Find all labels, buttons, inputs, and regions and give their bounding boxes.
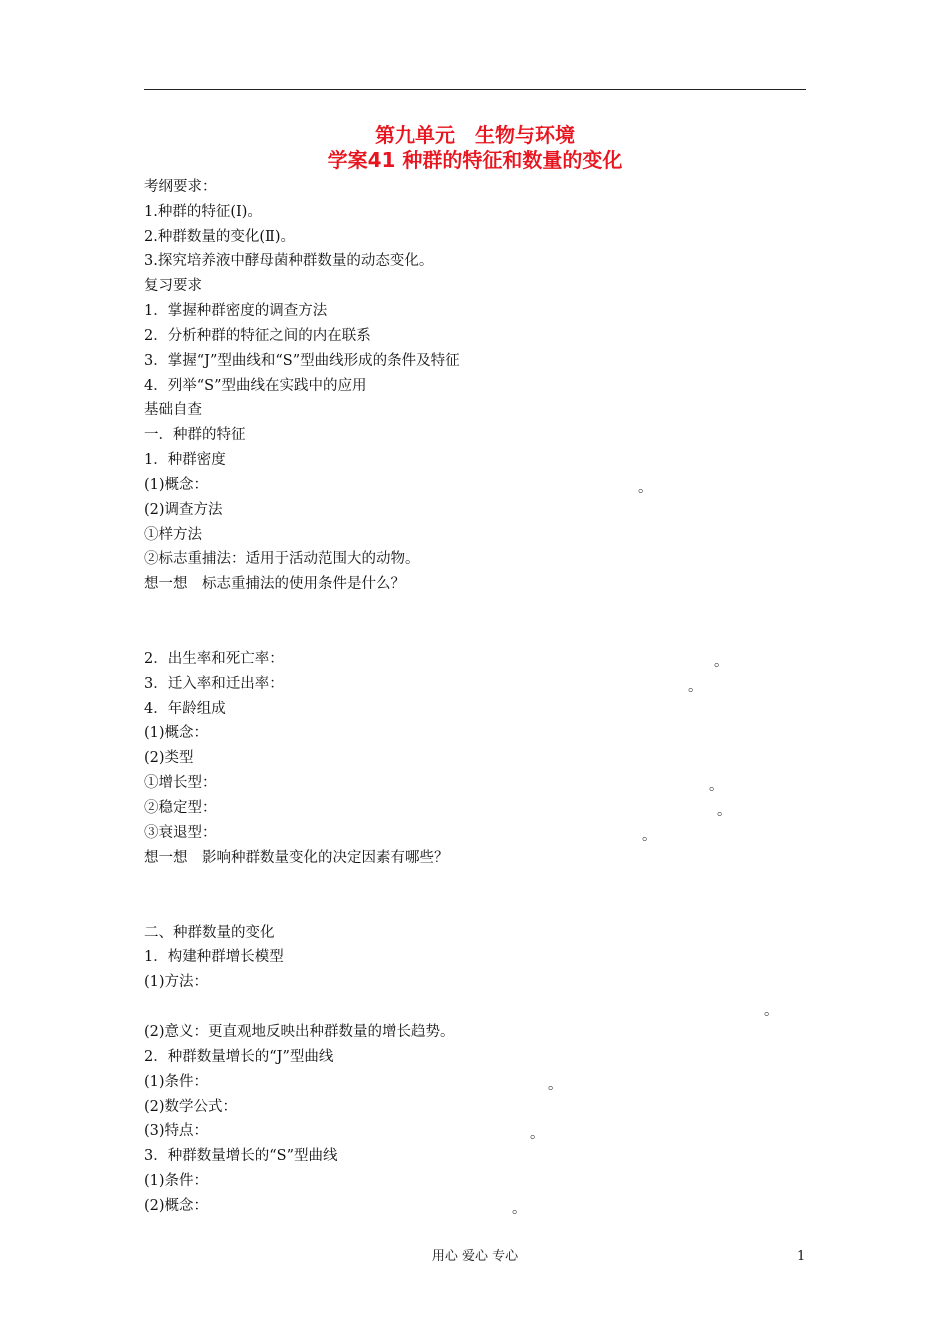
text-line: 1．种群密度 — [144, 452, 226, 468]
text-line: 一．种群的特征 — [144, 427, 246, 443]
blank-end-mark: 。 — [688, 679, 703, 695]
text-line: 想一想 影响种群数量变化的决定因素有哪些？ — [144, 850, 449, 866]
text-line: ②稳定型： — [144, 800, 217, 816]
blank-end-mark: 。 — [714, 654, 729, 670]
lesson-title: 学案41 种群的特征和数量的变化 — [327, 148, 623, 172]
text-line: 1.种群的特征(Ⅰ)。 — [144, 204, 262, 220]
text-line: (1)概念： — [144, 725, 209, 741]
blank-end-mark: 。 — [764, 1003, 779, 1019]
text-line: 4．年龄组成 — [144, 701, 226, 717]
blank-end-mark: 。 — [512, 1201, 527, 1217]
text-line: 2．分析种群的特征之间的内在联系 — [144, 328, 371, 344]
text-line: (1)条件： — [144, 1173, 209, 1189]
text-line: (2)意义：更直观地反映出种群数量的增长趋势。 — [144, 1024, 455, 1040]
text-line: 2．种群数量增长的“J”型曲线 — [144, 1049, 334, 1065]
blank-end-mark: 。 — [717, 803, 732, 819]
text-line: 想一想 标志重捕法的使用条件是什么？ — [144, 576, 405, 592]
header-rule — [144, 89, 806, 90]
page-footer: 用心 爱心 专心 — [431, 1249, 519, 1264]
text-line: 3．迁入率和迁出率： — [144, 676, 284, 692]
text-line: 基础自查 — [144, 402, 202, 418]
text-line: 2．出生率和死亡率： — [144, 651, 284, 667]
text-line: ③衰退型： — [144, 825, 217, 841]
text-line: (2)调查方法 — [144, 502, 223, 518]
page-number: 1 — [797, 1249, 806, 1264]
text-line: ①增长型： — [144, 775, 217, 791]
text-line: (3)特点： — [144, 1123, 209, 1139]
text-line: ②标志重捕法：适用于活动范围大的动物。 — [144, 551, 420, 567]
text-line: 4．列举“S”型曲线在实践中的应用 — [144, 378, 367, 394]
text-line: 复习要求 — [144, 278, 202, 294]
text-line: (1)方法： — [144, 974, 209, 990]
blank-end-mark: 。 — [530, 1126, 545, 1142]
text-line: 1．构建种群增长模型 — [144, 949, 284, 965]
blank-end-mark: 。 — [638, 480, 653, 496]
text-line: 3．掌握“J”型曲线和“S”型曲线形成的条件及特征 — [144, 353, 460, 369]
text-line: 3.探究培养液中酵母菌种群数量的动态变化。 — [144, 253, 434, 269]
text-line: 2.种群数量的变化(Ⅱ)。 — [144, 229, 296, 245]
text-line: (2)概念： — [144, 1198, 209, 1214]
text-line: (2)数学公式： — [144, 1099, 238, 1115]
text-line: ①样方法 — [144, 527, 202, 543]
text-line: (1)条件： — [144, 1074, 209, 1090]
blank-end-mark: 。 — [548, 1077, 563, 1093]
unit-title: 第九单元 生物与环境 — [375, 123, 575, 147]
blank-end-mark: 。 — [709, 778, 724, 794]
text-line: (1)概念： — [144, 477, 209, 493]
blank-end-mark: 。 — [642, 828, 657, 844]
text-line: 考纲要求： — [144, 179, 217, 195]
text-line: 3．种群数量增长的“S”型曲线 — [144, 1148, 338, 1164]
text-line: 二、种群数量的变化 — [144, 925, 275, 941]
text-line: (2)类型 — [144, 750, 194, 766]
text-line: 1．掌握种群密度的调查方法 — [144, 303, 328, 319]
